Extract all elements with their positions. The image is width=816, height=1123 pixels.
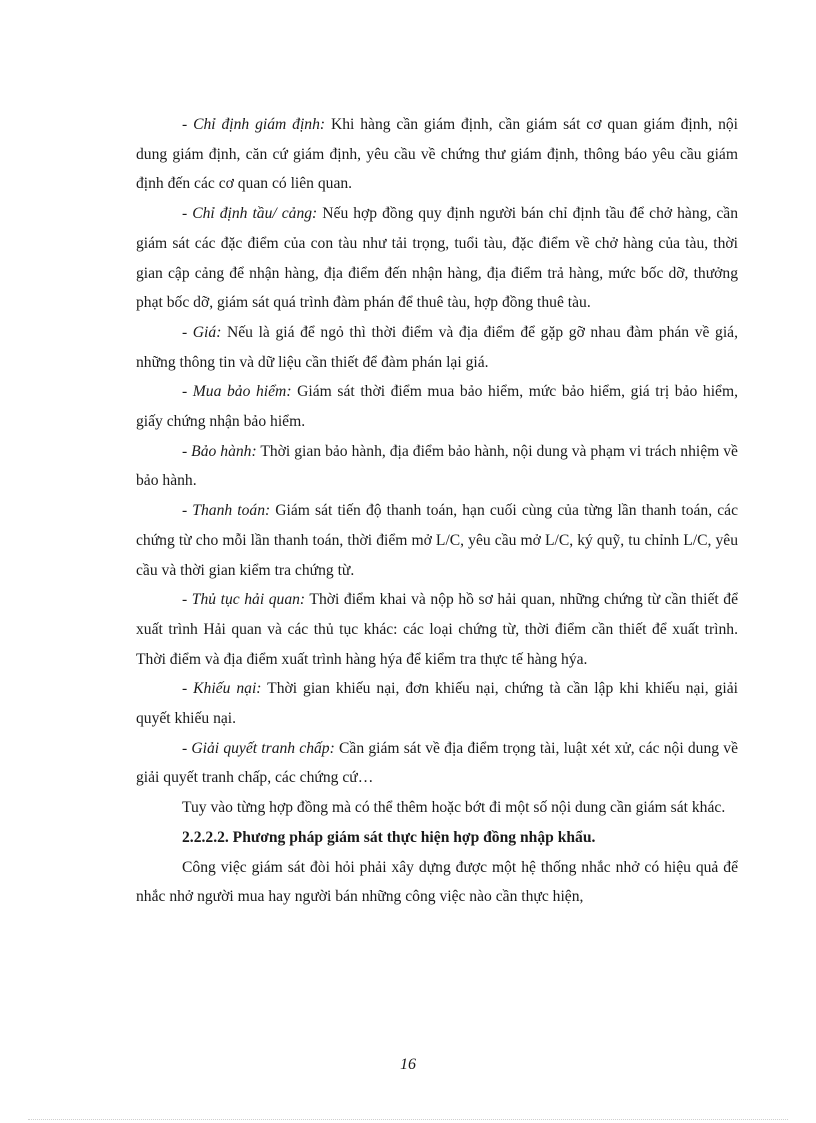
paragraph-chi-dinh-giam-dinh [136,110,738,199]
term: - Giá: [182,323,222,341]
paragraph-khieu-nai [136,674,738,733]
paragraph-giai-quyet-tranh-chap [136,734,738,793]
term: - Giải quyết tranh chấp: [182,739,335,757]
paragraph-text: Giám sát tiến độ thanh toán, hạn cuối cùng của từng lần thanh toán, các chứng từ cho mỗi lần thanh toán, thời điểm mở L/C, yêu cầu mở L/C, ký quỹ, tu chỉnh L/C, yêu cầu và thời gian kiểm tra chứng từ. [136,502,738,579]
paragraph-text: Nếu là giá để ngỏ thì thời điểm và địa điểm để gặp gỡ nhau đàm phán về giá, những thông tin và dữ liệu cần thiết để đàm phán lại giá. [136,323,738,371]
page-number: 16 [400,1056,416,1073]
paragraph-body: Công việc giám sát đòi hỏi phải xây dựng được một hệ thống nhắc nhở có hiệu quả để nhắc nhở người mua hay người bán những công việc nào cần thực hiện, [136,858,738,906]
paragraph-text: Giám sát thời điểm mua bảo hiểm, mức bảo hiểm, giá trị bảo hiểm, giấy chứng nhận bảo hiểm. [136,383,738,431]
paragraph-text: Cần giám sát về địa điểm trọng tài, luật xét xử, các nội dung về giải quyết tranh chấp, các chứng cứ… [136,739,738,787]
paragraph-thanh-toan [136,496,738,585]
paragraph-text: Thời điểm khai và nộp hồ sơ hải quan, những chứng từ cần thiết để xuất trình Hải quan và các thủ tục khác: các loại chứng từ, thời điểm cần thiết để xuất trình. Thời điểm và địa điểm xuất trình hàng hýa để kiểm tra thực tế hàng hýa. [136,591,738,668]
paragraph-mua-bao-hiem [136,377,738,436]
paragraph-closing: Tuy vào từng hợp đồng mà có thể thêm hoặc bớt đi một số nội dung cần giám sát khác. [182,799,726,817]
paragraph-thu-tuc-hai-quan [136,585,738,674]
paragraph-gia [136,318,738,377]
paragraph-text: Khi hàng cần giám định, cần giám sát cơ quan giám định, nội dung giám định, căn cứ giám định, yêu cầu về chứng thư giám định, thông báo yêu cầu giám định đến các cơ quan có liên quan. [136,116,738,193]
paragraph-text: Thời gian bảo hành, địa điểm bảo hành, nội dung và phạm vi trách nhiệm về bảo hành. [136,442,738,490]
paragraph-text: Nếu hợp đồng quy định người bán chỉ định tầu để chở hàng, cần giám sát các đặc điểm của con tàu như tải trọng, tuổi tàu, đặc điểm về chở hàng của tàu, thời gian cập cảng để nhận hàng, địa điểm đến nhận hàng, địa điểm trả hàng, mức bốc dỡ, thưởng phạt bốc dỡ, giám sát quá trình đàm phán để thuê tàu, hợp đồng thuê tàu. [136,205,738,312]
footer-divider [28,1119,788,1120]
paragraph-bao-hanh [136,437,738,496]
term: - Thủ tục hải quan: [182,591,306,609]
term: - Thanh toán: [182,502,271,520]
paragraph-chi-dinh-tau-cang [136,199,738,318]
section-heading: 2.2.2.2. Phương pháp giám sát thực hiện hợp đồng nhập khẩu. [182,828,596,846]
paragraph-text: Thời gian khiếu nại, đơn khiếu nại, chứng tà cần lập khi khiếu nại, giải quyết khiếu nại. [136,680,738,728]
term: - Chỉ định giám định: [182,116,326,133]
term: - Khiếu nại: [182,680,262,698]
document-body [136,110,738,912]
term: - Mua bảo hiểm: [182,383,292,401]
term: - Bảo hành: [182,442,257,460]
term: - Chỉ định tầu/ cảng: [182,205,318,223]
